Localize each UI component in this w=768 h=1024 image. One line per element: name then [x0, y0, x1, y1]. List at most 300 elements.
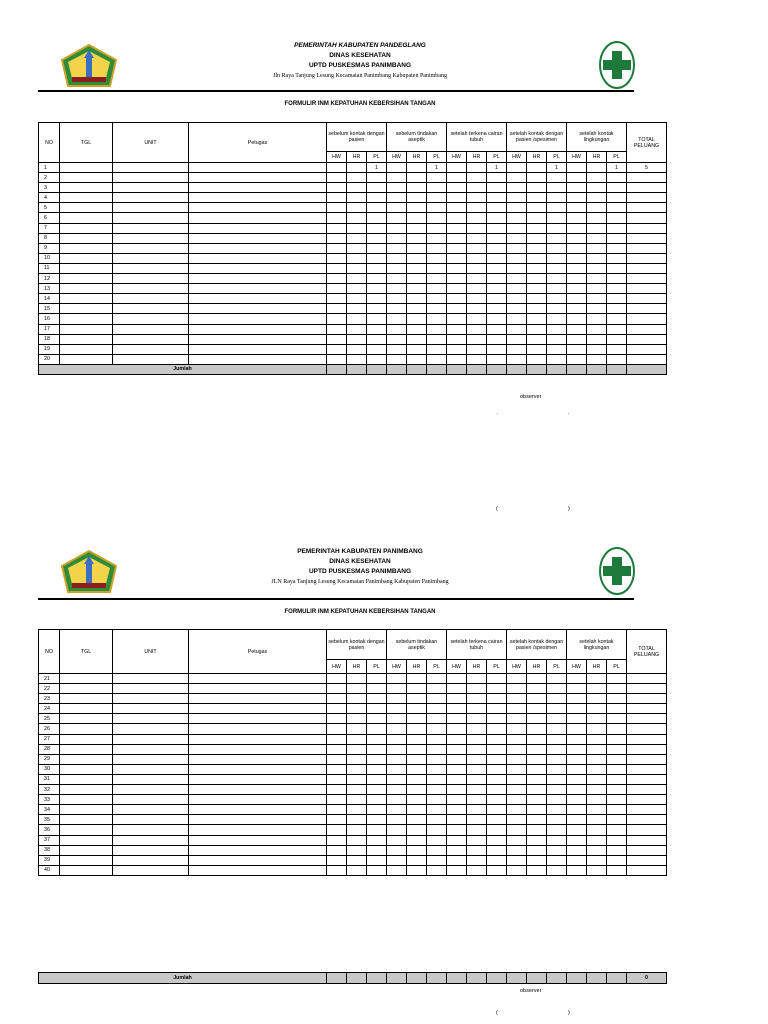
cell-moment-value — [387, 233, 407, 243]
cell-moment-value — [527, 674, 547, 684]
cell-tgl — [60, 324, 113, 334]
jumlah-cell — [507, 364, 527, 374]
jumlah-cell — [387, 364, 407, 374]
cell-moment-value — [327, 314, 347, 324]
cell-moment-value — [367, 694, 387, 704]
cell-moment-value — [447, 163, 467, 173]
cell-moment-value — [507, 193, 527, 203]
cell-moment-value — [467, 213, 487, 223]
cell-moment-value — [587, 835, 607, 845]
sub-header-hw: HW — [387, 660, 407, 674]
cell-moment-value — [407, 344, 427, 354]
letterhead-address: JLN Raya Tanjung Lesung Kecamatan Panimbang Kabupaten Panimbang — [271, 579, 449, 585]
cell-moment-value — [527, 253, 547, 263]
observation-table — [38, 122, 667, 375]
cell-moment-value — [487, 274, 507, 284]
cell-moment-value — [347, 805, 367, 815]
cell-moment-value — [407, 734, 427, 744]
cell-moment-value — [327, 284, 347, 294]
cell-moment-value — [367, 845, 387, 855]
cell-moment-value — [567, 845, 587, 855]
cell-moment-value — [487, 674, 507, 684]
cell-moment-value — [527, 774, 547, 784]
cell-moment-value — [387, 815, 407, 825]
jumlah-cell — [587, 364, 607, 374]
cell-moment-value — [327, 163, 347, 173]
cell-moment-value — [487, 815, 507, 825]
cell-moment-value — [347, 754, 367, 764]
cell-moment-value — [567, 173, 587, 183]
table-row — [39, 815, 667, 825]
cell-moment-value — [387, 805, 407, 815]
cell-moment-value — [427, 203, 447, 213]
jumlah-cell — [427, 364, 447, 374]
cell-moment-value — [587, 223, 607, 233]
cell-moment-value — [427, 243, 447, 253]
cell-moment-value — [587, 684, 607, 694]
cell-moment-value — [527, 764, 547, 774]
cell-moment-value — [547, 704, 567, 714]
cell-moment-value — [327, 324, 347, 334]
cell-moment-value — [587, 825, 607, 835]
cell-moment-value — [467, 835, 487, 845]
cell-moment-value — [467, 344, 487, 354]
cell-total-peluang — [627, 314, 667, 324]
row-number: 18 — [39, 334, 60, 344]
cell-moment-value — [347, 233, 367, 243]
cell-moment-value — [447, 865, 467, 875]
header-rule — [38, 90, 634, 92]
cell-tgl — [60, 714, 113, 724]
cell-total-peluang — [627, 825, 667, 835]
cell-moment-value — [407, 815, 427, 825]
cell-total-peluang — [627, 795, 667, 805]
cell-moment-value — [467, 274, 487, 284]
cell-tgl — [60, 684, 113, 694]
cell-moment-value — [327, 294, 347, 304]
row-number: 17 — [39, 324, 60, 334]
cell-moment-value — [447, 835, 467, 845]
cell-moment-value — [347, 674, 367, 684]
cell-moment-value — [387, 785, 407, 795]
col-header-total-peluang: TOTAL PELUANG — [627, 123, 667, 163]
cell-moment-value — [607, 173, 627, 183]
jumlah-row — [39, 973, 667, 984]
cell-moment-value — [467, 865, 487, 875]
cell-moment-value — [607, 744, 627, 754]
table-row — [39, 284, 667, 294]
letterhead-line3: UPTD PUSKESMAS PANIMBANG — [308, 568, 412, 575]
cell-total-peluang — [627, 714, 667, 724]
cell-moment-value — [347, 193, 367, 203]
cell-moment-value — [427, 344, 447, 354]
cell-moment-value — [467, 785, 487, 795]
cell-moment-value — [567, 694, 587, 704]
cell-moment-value — [527, 684, 547, 694]
cell-moment-value — [327, 253, 347, 263]
cell-moment-value — [427, 684, 447, 694]
cell-moment-value — [327, 835, 347, 845]
cell-moment-value — [487, 835, 507, 845]
cell-moment-value — [607, 805, 627, 815]
cell-moment-value — [327, 304, 347, 314]
cell-tgl — [60, 795, 113, 805]
cell-moment-value — [387, 674, 407, 684]
cell-moment-value — [367, 263, 387, 273]
cell-moment-value — [527, 314, 547, 324]
row-number: 30 — [39, 764, 60, 774]
cell-moment-value — [467, 744, 487, 754]
cell-moment-value — [387, 314, 407, 324]
jumlah-total — [627, 364, 667, 374]
cell-tgl — [60, 253, 113, 263]
cell-moment-value — [607, 724, 627, 734]
cell-moment-value — [487, 684, 507, 694]
cell-moment-value — [407, 354, 427, 364]
cell-tgl — [60, 354, 113, 364]
cell-moment-value — [447, 193, 467, 203]
cell-moment-value — [407, 193, 427, 203]
cell-moment-value — [327, 674, 347, 684]
cell-moment-value — [347, 324, 367, 334]
col-header-no: NO — [39, 123, 60, 163]
cell-moment-value — [327, 183, 347, 193]
cell-moment-value — [547, 243, 567, 253]
cell-moment-value — [487, 795, 507, 805]
cell-moment-value — [347, 203, 367, 213]
cell-moment-value — [507, 324, 527, 334]
cell-unit — [113, 734, 189, 744]
cell-moment-value — [407, 203, 427, 213]
row-number: 12 — [39, 274, 60, 284]
cell-moment-value — [327, 714, 347, 724]
jumlah-cell — [347, 973, 367, 984]
cell-moment-value — [527, 344, 547, 354]
cell-moment-value — [387, 795, 407, 805]
cell-moment-value — [467, 764, 487, 774]
cell-moment-value — [347, 704, 367, 714]
cell-total-peluang — [627, 865, 667, 875]
cell-moment-value — [467, 304, 487, 314]
cell-moment-value — [507, 754, 527, 764]
cell-petugas — [189, 183, 327, 193]
cell-moment-value — [387, 203, 407, 213]
table-row — [39, 213, 667, 223]
cell-moment-value — [507, 684, 527, 694]
table-row — [39, 855, 667, 865]
cell-total-peluang — [627, 284, 667, 294]
cell-moment-value — [547, 294, 567, 304]
cell-moment-value — [447, 694, 467, 704]
cell-moment-value — [367, 203, 387, 213]
sub-header-pl: PL — [487, 660, 507, 674]
cell-unit — [113, 324, 189, 334]
cell-moment-value — [547, 714, 567, 724]
cell-moment-value — [487, 233, 507, 243]
cell-moment-value — [507, 263, 527, 273]
row-number: 3 — [39, 183, 60, 193]
jumlah-cell — [607, 364, 627, 374]
cell-petugas — [189, 734, 327, 744]
cell-tgl — [60, 785, 113, 795]
cell-moment-value — [487, 243, 507, 253]
cell-tgl — [60, 284, 113, 294]
cell-moment-value — [507, 203, 527, 213]
cell-moment-value — [607, 855, 627, 865]
cell-moment-value — [507, 724, 527, 734]
sub-header-hr: HR — [467, 152, 487, 163]
cell-moment-value — [407, 835, 427, 845]
cell-moment-value — [567, 344, 587, 354]
cell-moment-value — [367, 294, 387, 304]
cell-moment-value — [547, 754, 567, 764]
row-number: 25 — [39, 714, 60, 724]
cell-unit — [113, 815, 189, 825]
cell-moment-value — [447, 845, 467, 855]
cell-moment-value — [487, 694, 507, 704]
jumlah-cell — [527, 364, 547, 374]
cell-petugas — [189, 223, 327, 233]
cell-moment-value — [527, 865, 547, 875]
cell-moment-value — [507, 815, 527, 825]
table-row — [39, 183, 667, 193]
cell-moment-value — [327, 764, 347, 774]
cell-moment-value — [607, 714, 627, 724]
sub-header-pl: PL — [487, 152, 507, 163]
cell-total-peluang — [627, 764, 667, 774]
cell-moment-value — [547, 173, 567, 183]
sub-header-pl: PL — [367, 152, 387, 163]
cell-moment-value — [507, 865, 527, 875]
cell-moment-value — [487, 704, 507, 714]
cell-moment-value — [547, 744, 567, 754]
cell-petugas — [189, 694, 327, 704]
cell-moment-value — [507, 805, 527, 815]
cell-moment-value — [367, 284, 387, 294]
cell-moment-value — [527, 694, 547, 704]
cell-moment-value — [527, 213, 547, 223]
cell-moment-value — [487, 714, 507, 724]
cell-moment-value — [387, 684, 407, 694]
cell-moment-value — [607, 314, 627, 324]
sub-header-hr: HR — [347, 660, 367, 674]
cell-total-peluang — [627, 855, 667, 865]
cell-petugas — [189, 805, 327, 815]
jumlah-cell — [327, 973, 347, 984]
cell-moment-value — [547, 193, 567, 203]
cell-moment-value — [507, 734, 527, 744]
jumlah-row — [39, 364, 667, 374]
cell-moment-value — [487, 314, 507, 324]
cell-petugas — [189, 764, 327, 774]
cell-moment-value — [367, 764, 387, 774]
cell-moment-value — [327, 213, 347, 223]
jumlah-cell — [347, 364, 367, 374]
cell-moment-value — [527, 173, 547, 183]
cell-moment-value — [567, 304, 587, 314]
cell-moment-value — [567, 754, 587, 764]
cell-moment-value — [587, 764, 607, 774]
cell-moment-value — [367, 785, 387, 795]
cell-tgl — [60, 744, 113, 754]
cell-moment-value — [547, 354, 567, 364]
cell-total-peluang — [627, 724, 667, 734]
cell-tgl — [60, 233, 113, 243]
cell-moment-value — [387, 324, 407, 334]
cell-moment-value — [367, 344, 387, 354]
sub-header-hw: HW — [327, 152, 347, 163]
table-row — [39, 865, 667, 875]
cell-moment-value — [507, 253, 527, 263]
cell-moment-value — [587, 774, 607, 784]
cell-moment-value — [327, 774, 347, 784]
cell-moment-value — [347, 344, 367, 354]
cell-moment-value — [607, 734, 627, 744]
form-title: FORMULIR INM KEPATUHAN KEBERSIHAN TANGAN — [284, 609, 436, 615]
cell-moment-value — [347, 795, 367, 805]
cell-moment-value — [467, 354, 487, 364]
cell-moment-value — [507, 304, 527, 314]
cell-petugas — [189, 714, 327, 724]
cell-moment-value — [427, 674, 447, 684]
cell-moment-value — [607, 795, 627, 805]
cell-moment-value — [327, 734, 347, 744]
cell-moment-value — [367, 334, 387, 344]
cell-moment-value — [427, 253, 447, 263]
cell-moment-value — [587, 815, 607, 825]
cell-moment-value — [527, 704, 547, 714]
cell-moment-value — [327, 815, 347, 825]
cell-tgl — [60, 243, 113, 253]
table-row — [39, 805, 667, 815]
cell-moment-value — [527, 223, 547, 233]
col-header-tgl: TGL — [60, 123, 113, 163]
cell-moment-value — [467, 253, 487, 263]
cell-moment-value — [567, 263, 587, 273]
cell-moment-value — [367, 213, 387, 223]
cell-moment-value — [387, 354, 407, 364]
cell-tgl — [60, 724, 113, 734]
cell-petugas — [189, 815, 327, 825]
cell-petugas — [189, 213, 327, 223]
cell-moment-value — [387, 734, 407, 744]
cell-moment-value — [527, 324, 547, 334]
cell-moment-value — [447, 304, 467, 314]
cell-moment-value — [387, 263, 407, 273]
cell-moment-value — [547, 764, 567, 774]
cell-moment-value — [427, 354, 447, 364]
cell-moment-value — [467, 314, 487, 324]
cell-unit — [113, 284, 189, 294]
sub-header-pl: PL — [427, 152, 447, 163]
table-row — [39, 163, 667, 173]
table-row — [39, 774, 667, 784]
row-number: 37 — [39, 835, 60, 845]
jumlah-cell — [447, 364, 467, 374]
cell-moment-value — [327, 744, 347, 754]
cell-moment-value — [587, 173, 607, 183]
cell-moment-value — [467, 774, 487, 784]
cell-moment-value — [607, 354, 627, 364]
cell-moment-value — [587, 795, 607, 805]
cell-moment-value — [587, 183, 607, 193]
cell-moment-value — [367, 674, 387, 684]
row-number: 11 — [39, 263, 60, 273]
cell-moment-value — [447, 674, 467, 684]
cell-moment-value — [327, 344, 347, 354]
cell-moment-value — [447, 734, 467, 744]
cell-moment-value — [427, 324, 447, 334]
cell-tgl — [60, 304, 113, 314]
letterhead-line2: DINAS KESEHATAN — [329, 558, 391, 565]
table-row — [39, 274, 667, 284]
cell-moment-value — [407, 724, 427, 734]
jumlah-cell — [567, 364, 587, 374]
cell-moment-value — [587, 354, 607, 364]
cell-total-peluang — [627, 674, 667, 684]
cell-moment-value — [387, 243, 407, 253]
cell-total-peluang — [627, 193, 667, 203]
cell-tgl — [60, 213, 113, 223]
cell-unit — [113, 845, 189, 855]
cell-moment-value — [507, 163, 527, 173]
cell-total-peluang — [627, 845, 667, 855]
sub-header-pl: PL — [547, 152, 567, 163]
cell-moment-value — [347, 865, 367, 875]
observer-label: observer — [520, 988, 542, 994]
cell-moment-value — [387, 213, 407, 223]
cell-moment-value — [447, 334, 467, 344]
cell-petugas — [189, 233, 327, 243]
cell-moment-value — [387, 714, 407, 724]
cell-moment-value — [447, 855, 467, 865]
cell-petugas — [189, 274, 327, 284]
cell-moment-value — [447, 354, 467, 364]
cell-petugas — [189, 754, 327, 764]
cell-moment-value — [407, 764, 427, 774]
cell-moment-value — [487, 805, 507, 815]
cell-moment-value — [547, 334, 567, 344]
table-row — [39, 694, 667, 704]
cell-moment-value — [487, 354, 507, 364]
cell-moment-value — [507, 173, 527, 183]
cell-moment-value — [407, 684, 427, 694]
cell-moment-value — [507, 764, 527, 774]
cell-tgl — [60, 334, 113, 344]
cell-moment-value — [587, 744, 607, 754]
cell-moment-value — [347, 183, 367, 193]
cell-moment-value — [467, 734, 487, 744]
cell-moment-value — [407, 173, 427, 183]
cell-moment-value — [367, 223, 387, 233]
cell-moment-value — [567, 795, 587, 805]
cell-moment-value — [507, 243, 527, 253]
cell-moment-value — [387, 173, 407, 183]
cell-moment-value — [367, 243, 387, 253]
cell-moment-value — [327, 193, 347, 203]
cell-moment-value — [487, 764, 507, 774]
cell-moment-value — [487, 294, 507, 304]
row-number: 1 — [39, 163, 60, 173]
col-header-no: NO — [39, 630, 60, 674]
cell-moment-value — [607, 825, 627, 835]
cell-moment-value — [447, 173, 467, 183]
jumlah-label: Jumlah — [39, 364, 327, 374]
cell-moment-value — [447, 203, 467, 213]
sub-header-pl: PL — [547, 660, 567, 674]
jumlah-cell — [407, 973, 427, 984]
cell-moment-value — [427, 865, 447, 875]
